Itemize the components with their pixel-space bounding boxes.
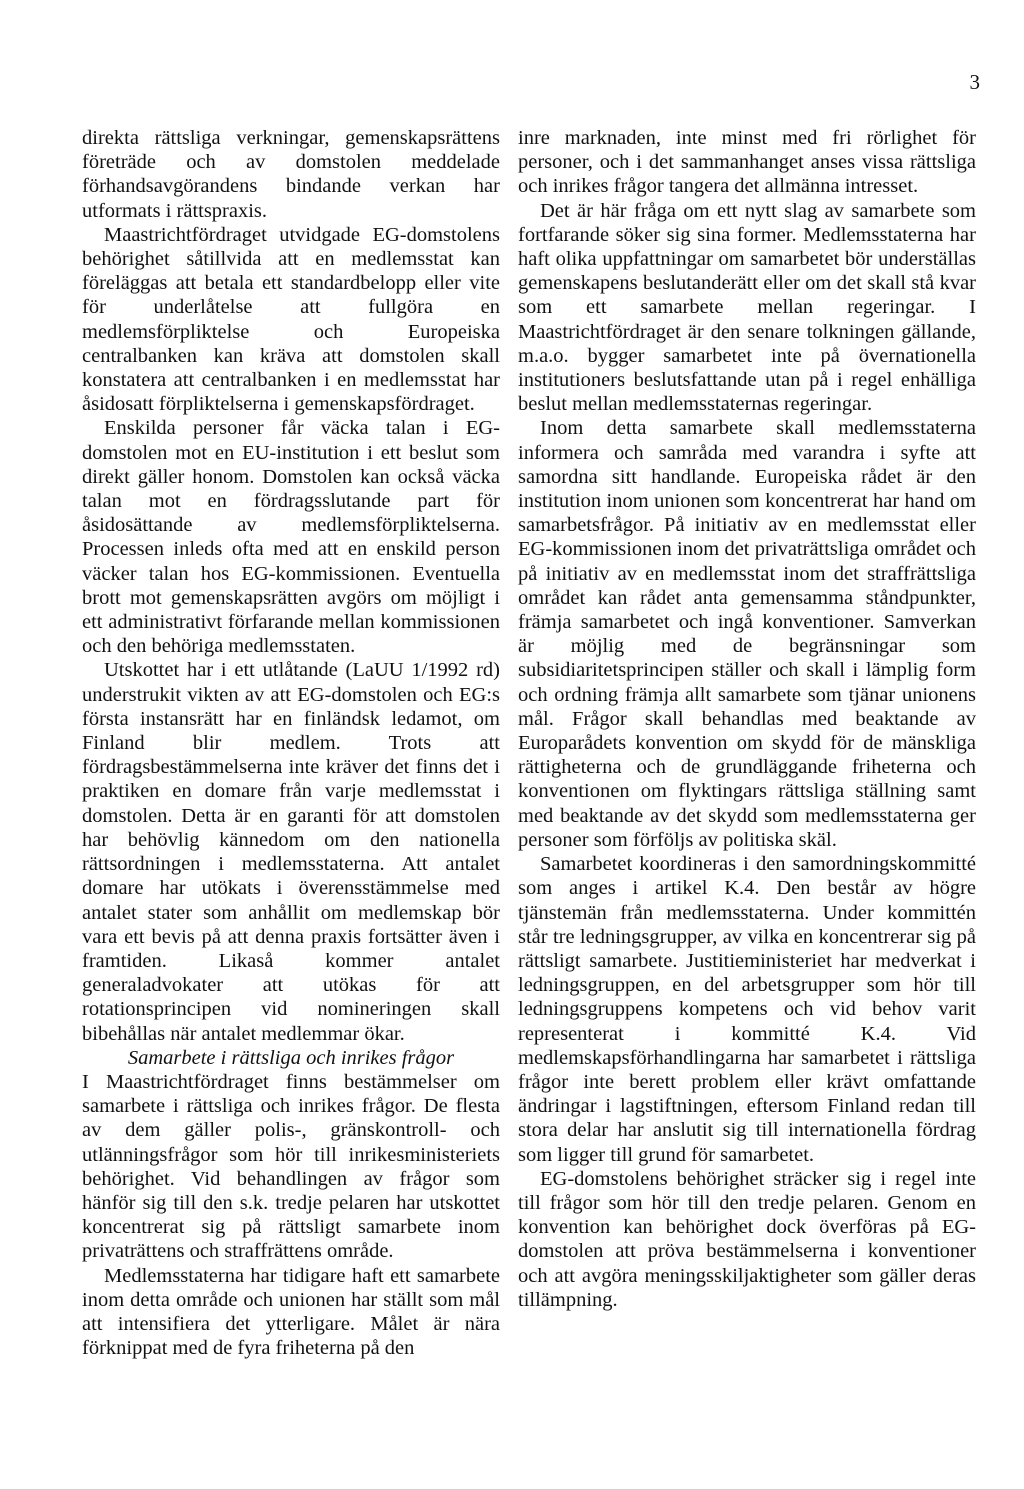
paragraph: EG-domstolens behörighet sträcker sig i regel inte till frågor som hör till den tredje pelaren. Genom en konvention kan behörighet dock överföras på EG-domstolen att pröva bestämmelserna i konventioner och att avgöra meningsskiljaktigheter som gäller deras tillämpning. <box>518 1167 976 1311</box>
paragraph: Enskilda personer får väcka talan i EG-domstolen mot en EU-institution i ett beslut som direkt gäller honom. Domstolen kan också väcka talan mot en fördragsslutande part för åsidosättande av medlemsförpliktelserna. Processen inleds ofta med att en enskild person väcker talan hos EG-kommissionen. Eventuella brott mot gemenskapsrätten avgörs om möjligt i ett administrativt förfarande mellan kommissionen och den behöriga medlemsstaten. <box>82 417 500 658</box>
left-column <box>82 126 500 1360</box>
paragraph: Inom detta samarbete skall medlemsstaterna informera och samråda med varandra i syfte att samordna sitt handlande. Europeiska rådet är den institution inom unionen som koncentrerat har hand om samarbetsfrågor. På initiativ av en medlemsstat eller EG-kommissionen inom det privaträttsliga området och på initiativ av en medlemsstat inom det straffrättsliga området kan rådet anta gemensamma ståndpunkter, främja samarbetet och ingå konventioner. Samverkan är möjlig med de begränsningar som subsidiaritetsprincipen ställer och skall i lämplig form och ordning främja allt samarbete som tjänar unionens mål. Frågor skall behandlas med beaktande av Europarådets konvention om skydd för de mänskliga rättigheterna och de grundläggande friheterna och konventionen om flyktingars rättsliga ställning samt med beaktande av det skydd som medlemsstaterna ger personer som förföljs av politiska skäl. <box>518 417 976 851</box>
page-number: 3 <box>969 70 980 94</box>
right-column <box>518 126 976 1312</box>
section-heading: Samarbete i rättsliga och inrikes frågor <box>127 1046 455 1069</box>
paragraph: Det är här fråga om ett nytt slag av samarbete som fortfarande söker sig sina former. Medlemsstaterna har haft olika uppfattningar om samarbetet bör underställas gemenskapens beslutanderätt eller om det skall stå kvar som ett samarbete mellan regeringar. I Maastrichtfördraget är den senare tolkningen gällande, m.a.o. bygger samarbetet inte på övernationella institutioners beslutsfattande utan på i regel enhälliga beslut mellan medlemsstaternas regeringar. <box>518 199 976 416</box>
paragraph: Utskottet har i ett utlåtande (LaUU 1/1992 rd) understrukit vikten av att EG-domstolen och EG:s första instansrätt har en finländsk ledamot, om Finland blir medlem. Trots att fördragsbestämmelserna inte kräver det finns det i praktiken en domare från varje medlemsstat i domstolen. Detta är en garanti för att domstolen har behövlig kännedom om den nationella rättsordningen i medlemsstaterna. Att antalet domare har utökats i överensstämmelse med antalet stater som anhållit om medlemskap bör vara ett bevis på att denna praxis fortsätter även i framtiden. Likaså kommer antalet generaladvokater att utökas för att rotationsprincipen vid nomineringen skall bibehållas när antalet medlemmar ökar. <box>82 659 500 1045</box>
paragraph: inre marknaden, inte minst med fri rörlighet för personer, och i det sammanhanget anses vissa rättsliga och inrikes frågor tangera det allmänna intresset. <box>518 127 976 198</box>
paragraph: Maastrichtfördraget utvidgade EG-domstolens behörighet såtillvida att en medlemsstat kan föreläggas att betala ett standardbelopp eller vite för underlåtelse att fullgöra en medlemsförpliktelse och Europeiska centralbanken kan kräva att domstolen skall konstatera att centralbanken i en medlemsstat har åsidosatt förpliktelserna i gemenskapsfördraget. <box>82 223 500 416</box>
paragraph: Samarbetet koordineras i den samordningskommitté som anges i artikel K.4. Den består av högre tjänstemän från medlemsstaterna. Under kommittén står tre ledningsgrupper, av vilka en koncentrerar sig på rättsligt samarbete. Justitieministeriet har medverkat i ledningsgruppen, en del arbetsgrupper som hör till ledningsgruppens kompetens och vid behov varit representerat i kommitté K.4. Vid medlemskapsförhandlingarna har samarbetet i rättsliga frågor inte berett problem eller krävt omfattande ändringar i lagstiftningen, eftersom Finland redan till stora delar har anslutit sig till internationella fördrag som ligger till grund för samarbetet. <box>518 853 976 1166</box>
paragraph: I Maastrichtfördraget finns bestämmelser om samarbete i rättsliga och inrikes frågor. De flesta av dem gäller polis-, gränskontroll- och utlänningsfrågor som hör till inrikesministeriets behörighet. Vid behandlingen av frågor som hänför sig till den s.k. tredje pelaren har utskottet koncentrerat sig på rättsligt samarbete inom privaträttens och straffrättens område. <box>82 1070 500 1263</box>
paragraph: Medlemsstaterna har tidigare haft ett samarbete inom detta område och unionen har ställt som mål att intensifiera det ytterligare. Målet är nära förknippat med de fyra friheterna på den <box>82 1264 500 1360</box>
paragraph: direkta rättsliga verkningar, gemenskapsrättens företräde och av domstolen meddelade förhandsavgörandens bindande verkan har utformats i rättspraxis. <box>82 127 500 222</box>
